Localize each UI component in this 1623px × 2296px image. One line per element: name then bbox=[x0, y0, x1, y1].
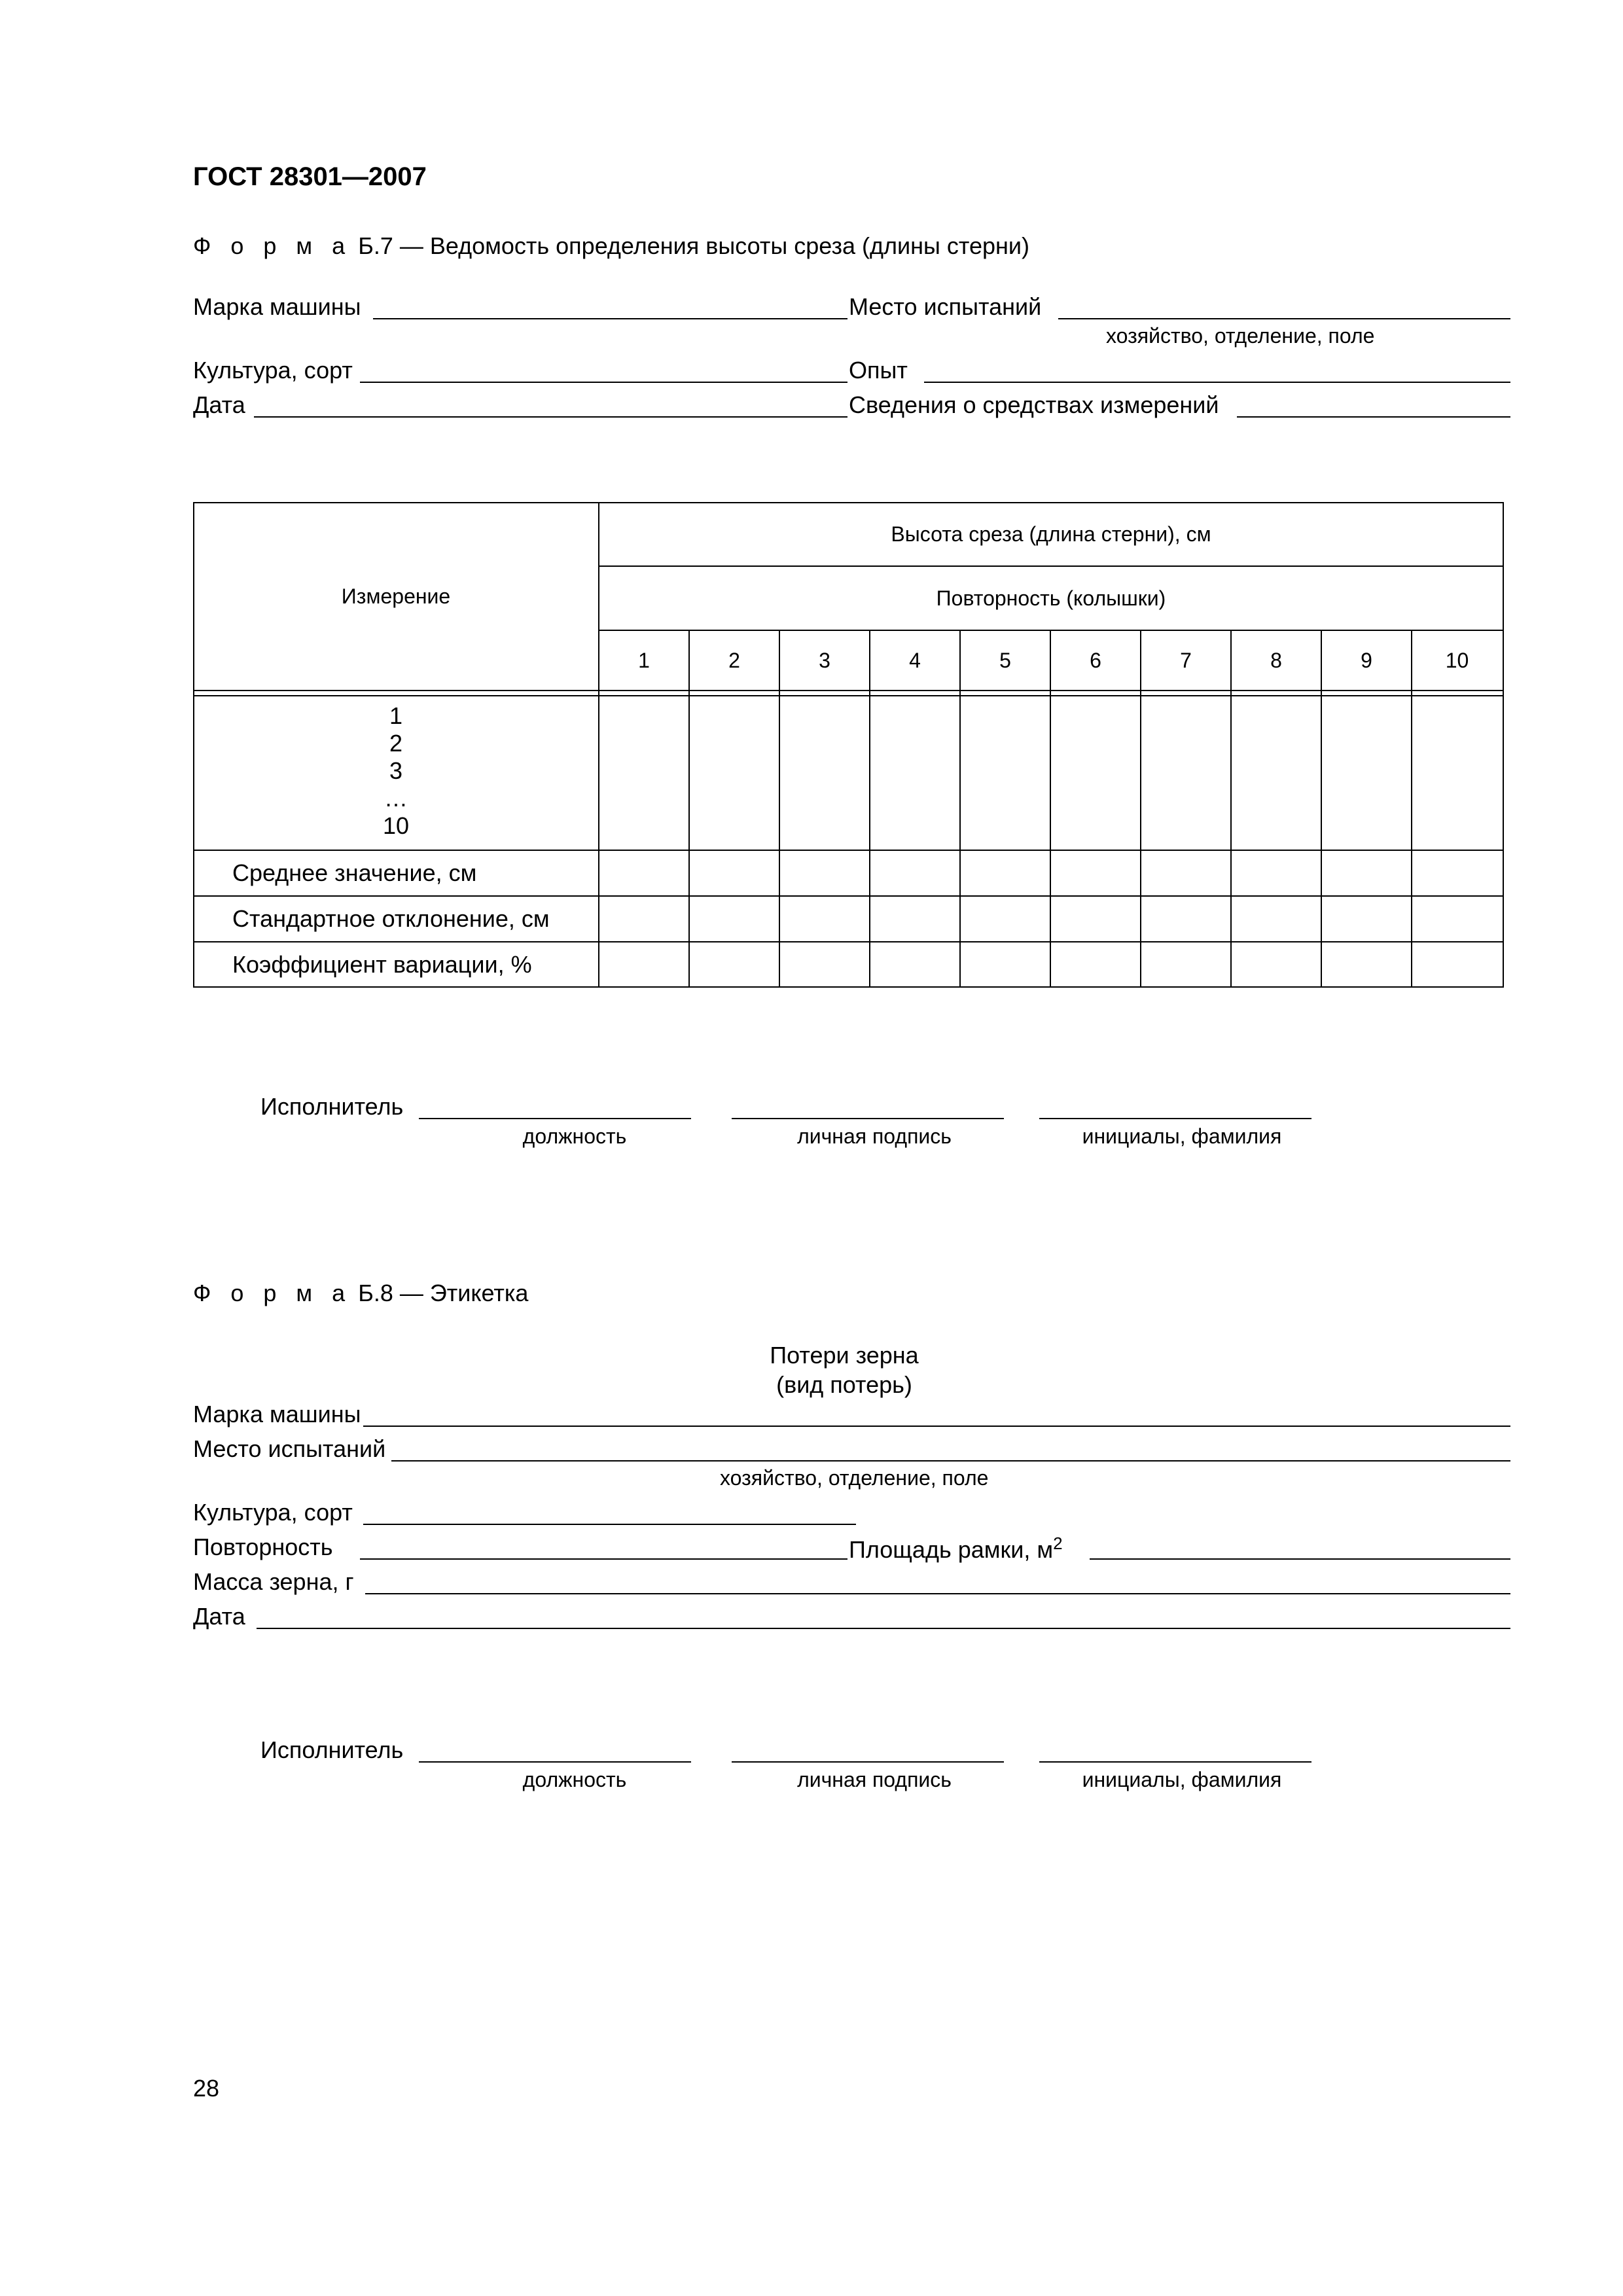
col-header-measurement: Измерение bbox=[341, 584, 451, 608]
b8-test-place-line[interactable] bbox=[391, 1460, 1510, 1462]
b7-crop-variety-line[interactable] bbox=[360, 382, 847, 383]
b7-test-place-label: Место испытаний bbox=[849, 293, 1042, 320]
b7-test-place-hint: хозяйство, отделение, поле bbox=[1106, 324, 1375, 348]
b7-date-label: Дата bbox=[193, 391, 245, 418]
b8-frame-area-exponent: 2 bbox=[1053, 1534, 1063, 1553]
b8-position-caption: должность bbox=[522, 1768, 627, 1791]
b7-name-line[interactable] bbox=[1039, 1118, 1311, 1119]
col-number: 10 bbox=[1445, 648, 1469, 672]
b7-measuring-means-line[interactable] bbox=[1237, 416, 1510, 418]
b8-grain-mass-label: Масса зерна, г bbox=[193, 1568, 354, 1595]
b7-measuring-means-label: Сведения о средствах измерений bbox=[849, 391, 1219, 418]
measurement-row-label: 1 bbox=[389, 702, 403, 729]
form-b8-title-prefix: Ф о р м а bbox=[193, 1280, 352, 1306]
b8-machine-brand-label: Марка машины bbox=[193, 1401, 361, 1427]
b7-name-caption: инициалы, фамилия bbox=[1082, 1124, 1282, 1148]
b8-signature-line[interactable] bbox=[732, 1761, 1004, 1763]
b8-name-caption: инициалы, фамилия bbox=[1082, 1768, 1282, 1791]
form-b7-title-prefix: Ф о р м а bbox=[193, 232, 352, 259]
b8-frame-area-text: Площадь рамки, м bbox=[849, 1536, 1054, 1563]
col-number: 4 bbox=[909, 648, 921, 672]
col-number: 3 bbox=[819, 648, 830, 672]
b8-name-line[interactable] bbox=[1039, 1761, 1311, 1763]
form-b8-title bbox=[193, 1280, 528, 1307]
b7-signature-line[interactable] bbox=[732, 1118, 1004, 1119]
col-header-cut-height: Высота среза (длина стерни), см bbox=[891, 522, 1211, 546]
b7-machine-brand-label: Марка машины bbox=[193, 293, 361, 320]
b7-signature-caption: личная подпись bbox=[797, 1124, 952, 1148]
document-id: ГОСТ 28301—2007 bbox=[193, 162, 427, 191]
b8-crop-variety-line[interactable] bbox=[363, 1524, 856, 1525]
b7-position-caption: должность bbox=[522, 1124, 627, 1148]
form-b7-title bbox=[193, 232, 1029, 260]
col-number: 9 bbox=[1361, 648, 1372, 672]
b8-frame-area-label bbox=[849, 1534, 1063, 1564]
b8-date-line[interactable] bbox=[257, 1628, 1510, 1629]
b7-performer-label: Исполнитель bbox=[260, 1093, 404, 1120]
b7-position-line[interactable] bbox=[419, 1118, 691, 1119]
b7-crop-variety-label: Культура, сорт bbox=[193, 357, 353, 384]
b8-repetition-label: Повторность bbox=[193, 1534, 333, 1560]
b8-position-line[interactable] bbox=[419, 1761, 691, 1763]
b8-test-place-hint: хозяйство, отделение, поле bbox=[720, 1466, 989, 1490]
b8-heading-line2: (вид потерь) bbox=[776, 1371, 912, 1398]
b8-repetition-line[interactable] bbox=[360, 1558, 847, 1560]
b8-test-place-label: Место испытаний bbox=[193, 1435, 386, 1462]
b7-experiment-line[interactable] bbox=[924, 382, 1510, 383]
col-number: 6 bbox=[1090, 648, 1101, 672]
summary-row-cv: Коэффициент вариации, % bbox=[232, 951, 532, 978]
summary-row-mean: Среднее значение, см bbox=[232, 859, 477, 886]
b8-machine-brand-line[interactable] bbox=[363, 1426, 1510, 1427]
b7-experiment-label: Опыт bbox=[849, 357, 908, 384]
page-number: 28 bbox=[193, 2075, 220, 2102]
col-number: 1 bbox=[638, 648, 650, 672]
b8-crop-variety-label: Культура, сорт bbox=[193, 1499, 353, 1526]
b8-heading-line1: Потери зерна bbox=[770, 1342, 919, 1369]
b8-frame-area-line[interactable] bbox=[1090, 1558, 1510, 1560]
measurement-row-label: … bbox=[384, 785, 408, 812]
col-number: 2 bbox=[728, 648, 740, 672]
measurement-row-label: 2 bbox=[389, 730, 403, 757]
form-b8-title-text: Б.8 — Этикетка bbox=[358, 1280, 529, 1306]
form-b7-title-text: Б.7 — Ведомость определения высоты среза (длины стерни) bbox=[358, 232, 1030, 259]
height-measurement-table bbox=[193, 502, 1504, 988]
b8-performer-label: Исполнитель bbox=[260, 1736, 404, 1763]
b7-test-place-line[interactable] bbox=[1058, 318, 1510, 319]
b8-signature-caption: личная подпись bbox=[797, 1768, 952, 1791]
col-number: 8 bbox=[1270, 648, 1282, 672]
summary-row-std: Стандартное отклонение, см bbox=[232, 905, 550, 932]
b7-machine-brand-line[interactable] bbox=[373, 318, 847, 319]
b8-date-label: Дата bbox=[193, 1603, 245, 1630]
col-number: 7 bbox=[1180, 648, 1192, 672]
b8-grain-mass-line[interactable] bbox=[365, 1593, 1510, 1594]
b7-date-line[interactable] bbox=[254, 416, 847, 418]
col-number: 5 bbox=[999, 648, 1011, 672]
measurement-row-label: 3 bbox=[389, 757, 403, 784]
col-header-repetition: Повторность (колышки) bbox=[936, 586, 1166, 610]
measurement-row-label: 10 bbox=[382, 812, 410, 839]
